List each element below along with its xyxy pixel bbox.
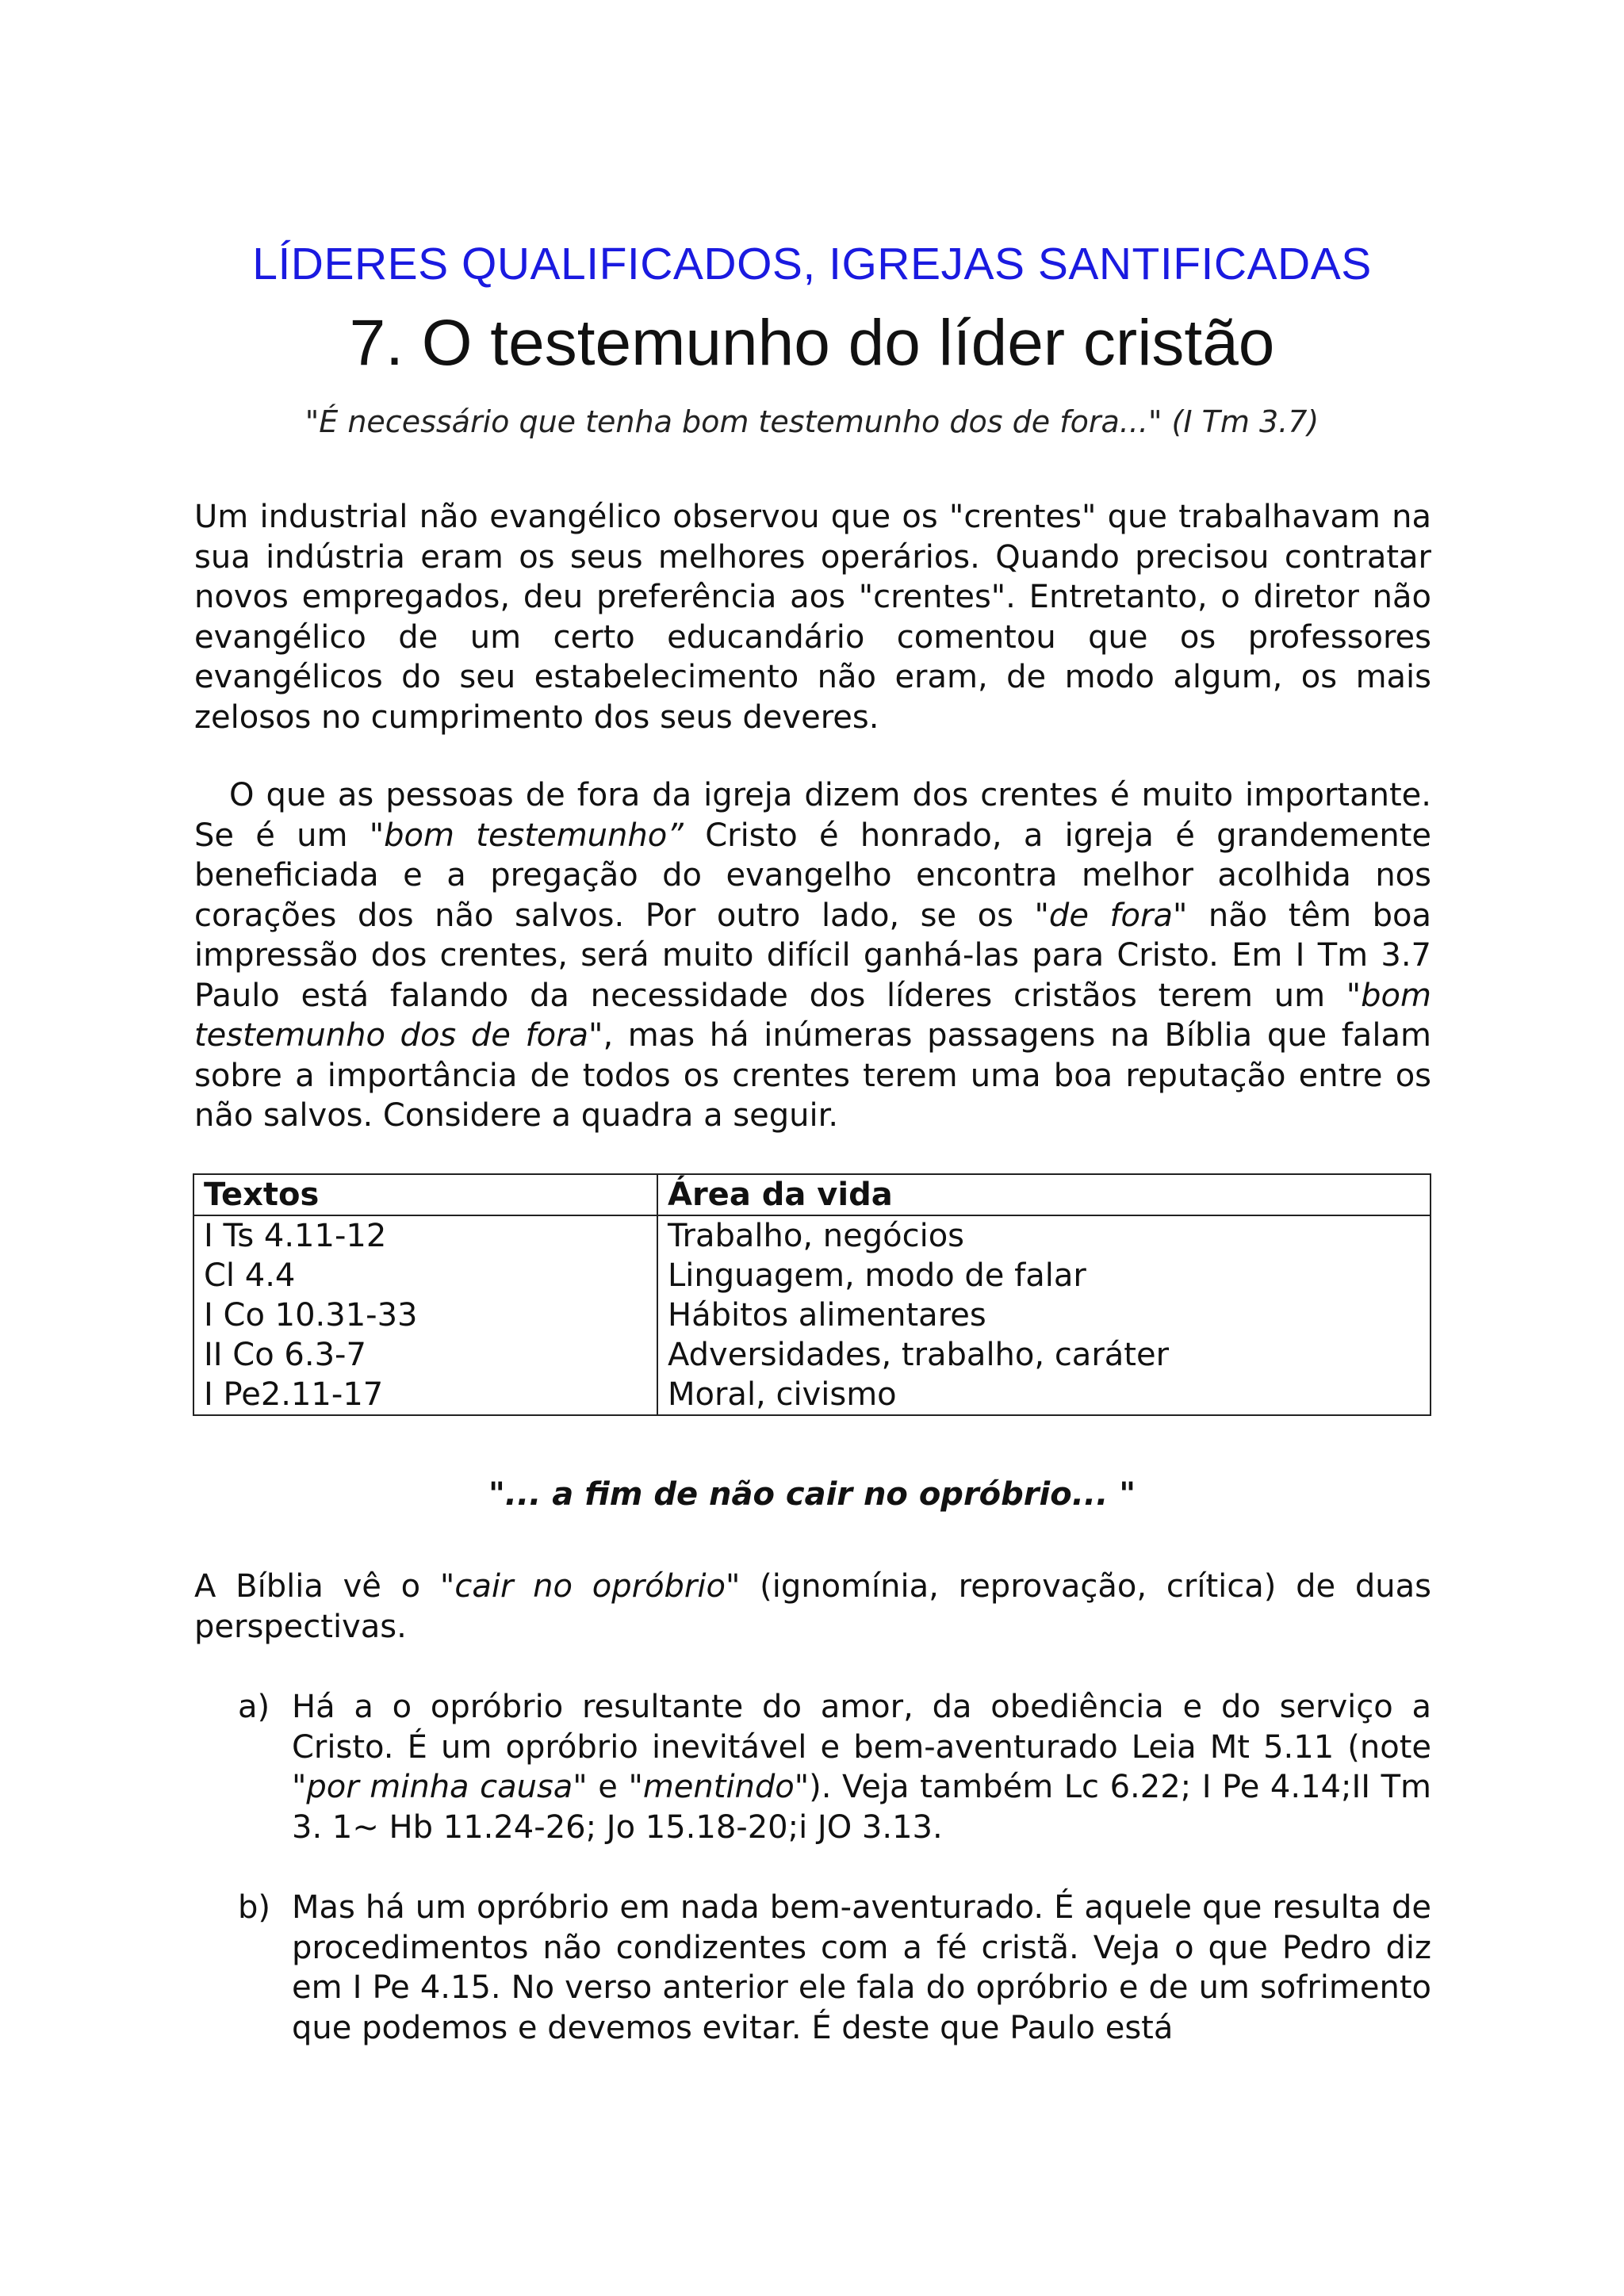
table-cell: II Co 6.3-7 [193, 1335, 657, 1375]
table-row [193, 1295, 1431, 1335]
column-header-life-area: Área da vida [657, 1174, 1431, 1215]
table-cell: Hábitos alimentares [657, 1295, 1431, 1335]
table-cell: Trabalho, negócios [657, 1215, 1431, 1256]
table-header-row [193, 1174, 1431, 1215]
table-cell: Moral, civismo [657, 1375, 1431, 1415]
table-cell: I Ts 4.11-12 [193, 1215, 657, 1256]
italic-run: "mentindo [628, 1769, 795, 1805]
intro-paragraph-1: Um industrial não evangélico observou que os "crentes" que trabalhavam na sua indústria eram os seus melhores operários. Quando precisou contratar novos empregados, deu preferência aos "crentes". Entretanto, o diretor não evangélico de um certo educandário comentou que os professores evangélicos do seu estabelecimento não eram, de modo algum, os mais zelosos no cumprimento dos seus deveres. [194, 499, 1431, 736]
italic-run: "de fora" [1034, 897, 1188, 934]
text-run: O que as pessoas de fora da igreja dizem dos crentes é muito importante. Se é um [194, 777, 1431, 854]
table-row [193, 1335, 1431, 1375]
table-cell: I Pe2.11-17 [193, 1375, 657, 1415]
text-run: não têm boa impressão dos crentes, será muito difícil ganhá-las para Cristo. Em I Tm 3.7 Paulo está falando da necessidade dos líderes cristãos terem um [194, 897, 1431, 1014]
series-title: LÍDERES QUALIFICADOS, IGREJAS SANTIFICADAS [252, 239, 1372, 289]
text-run: "). Veja também Lc 6.22; I Pe 4.14;II Tm 3. 1~ Hb 11.24-26; Jo 15.18-20;i JO 3.13. [292, 1769, 1431, 1846]
table-cell: Adversidades, trabalho, caráter [657, 1335, 1431, 1375]
text-run: Há a o opróbrio resultante do amor, da obediência e do serviço a Cristo. É um opróbrio inevitável e bem-aventurado Leia Mt 5.11 (note [292, 1689, 1431, 1766]
list-item-body: Mas há um opróbrio em nada bem-aventurado. É aquele que resulta de procedimentos não condizentes com a fé cristã. Veja o que Pedro diz em I Pe 4.15. No verso anterior ele fala do opróbrio e de um sofrimento que podemos e devemos evitar. É deste que Paulo está [292, 1889, 1431, 2046]
table-row [193, 1215, 1431, 1256]
italic-run: "bom testemunho dos de fora [194, 977, 1431, 1054]
text-run: A Bíblia vê o [194, 1568, 440, 1605]
section-paragraph [194, 1567, 1431, 1647]
list-marker: b) [238, 1889, 270, 1926]
intro-paragraph-2 [194, 775, 1431, 1136]
text-run: (ignomínia, reprovação, crítica) de duas perspectivas. [194, 1568, 1431, 1645]
table-cell: I Co 10.31-33 [193, 1295, 657, 1335]
list-marker: a) [238, 1689, 270, 1725]
text-run: Cristo é honrado, a igreja é grandemente beneficiada e a pregação do evangelho encontra melhor acolhida nos corações dos não salvos. Por outro lado, se os [194, 817, 1432, 934]
table-cell: Cl 4.4 [193, 1256, 657, 1295]
list-item-body [292, 1687, 1431, 1847]
text-run: ", mas há inúmeras passagens na Bíblia que falam sobre a importância de todos os crentes terem uma boa reputação entre os não salvos. Considere a quadra a seguir. [194, 1017, 1431, 1134]
text-run: e [587, 1769, 629, 1805]
table-row [193, 1375, 1431, 1415]
column-header-texts: Textos [193, 1174, 657, 1215]
epigraph-quote: "É necessário que tenha bom testemunho dos de fora..." (I Tm 3.7) [304, 404, 1320, 439]
italic-run: "cair no opróbrio" [439, 1568, 741, 1605]
table-cell: Linguagem, modo de falar [657, 1256, 1431, 1295]
lesson-title: 7. O testemunho do líder cristão [349, 307, 1275, 379]
section-heading: "... a fim de não cair no opróbrio... " [488, 1476, 1136, 1513]
italic-run: "bom testemunho” [369, 817, 684, 854]
references-table [193, 1173, 1431, 1416]
table-row [193, 1256, 1431, 1295]
list-item [238, 1687, 1431, 1847]
list-item [238, 1888, 1431, 2048]
italic-run: "por minha causa" [292, 1769, 588, 1805]
